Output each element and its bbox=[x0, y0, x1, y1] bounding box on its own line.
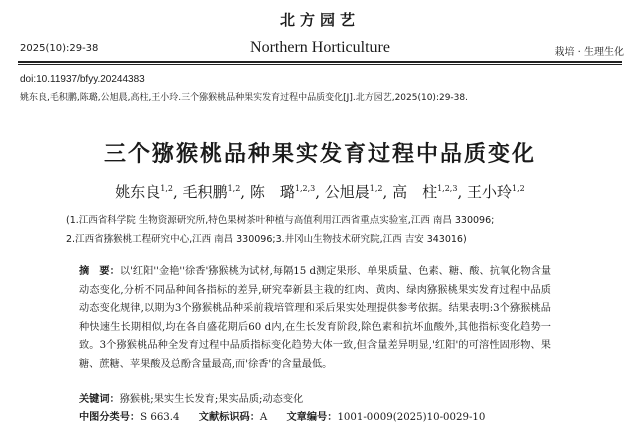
author-affiliation-mark: 1,2 bbox=[227, 184, 241, 193]
abstract-label: 摘 要： bbox=[79, 266, 120, 277]
author-name: 毛积鹏 bbox=[182, 183, 228, 201]
keywords-line bbox=[79, 390, 303, 405]
clc-value: S 663.4 bbox=[140, 412, 180, 423]
issue-info: 2025(10):29-38 bbox=[20, 43, 99, 54]
author-name: 王小玲 bbox=[466, 183, 512, 201]
author-name: 高 柱 bbox=[392, 183, 438, 201]
document-code-value: A bbox=[259, 412, 268, 423]
author-name: 姚东良 bbox=[115, 183, 161, 201]
author-affiliation-mark: 1,2,3 bbox=[294, 184, 316, 193]
author-affiliation-mark: 1,2 bbox=[512, 184, 525, 193]
header-rule-thin bbox=[18, 64, 622, 65]
journal-header bbox=[0, 0, 640, 64]
abstract bbox=[79, 263, 551, 375]
doi-line: doi:10.11937/bfyy.20244383 bbox=[20, 74, 145, 85]
author-affiliation-mark: 1,2,3 bbox=[437, 184, 458, 193]
article-number-label: 文章编号： bbox=[286, 412, 338, 423]
author-name: 陈 璐 bbox=[249, 183, 295, 201]
header-rule-thick bbox=[18, 61, 622, 63]
classification-line bbox=[79, 408, 624, 423]
author-name: 公旭晨 bbox=[324, 183, 370, 201]
journal-english-name: Northern Horticulture bbox=[250, 39, 390, 56]
author-affiliation-mark: 1,2 bbox=[369, 184, 383, 193]
author-list: 姚东良$^{1,2}$, 毛积鹏$^{1,2}$, 陈 璐$^{1,2,3}$, 公旭晨$^{1,2}$, 高 柱$^{1,2,3}$, 王小玲$^{1,2}$ bbox=[115, 183, 525, 201]
affiliation-line: (1.江西省科学院 生物资源研究所,特色果树茶叶种植与高值利用江西省重点实验室,江西 南昌 330096; bbox=[66, 215, 495, 226]
clc-label: 中图分类号： bbox=[79, 412, 141, 423]
article-number-value: 1001-0009(2025)10-0029-10 bbox=[337, 412, 486, 423]
author-affiliation-mark: 1,2 bbox=[160, 184, 173, 193]
citation-line: 姚东良,毛积鹏,陈璐,公旭晨,高柱,王小玲.三个猕猴桃品种果实发育过程中品质变化[J].北方园艺,2025(10):29-38. bbox=[20, 93, 468, 103]
journal-chinese-name: 北方园艺 bbox=[279, 11, 360, 29]
keywords-text: 猕猴桃;果实生长发育;果实品质;动态变化 bbox=[119, 394, 304, 405]
paper-title: 三个猕猴桃品种果实发育过程中品质变化 bbox=[103, 142, 536, 167]
affiliation-line: 2.江西省猕猴桃工程研究中心,江西 南昌 330096;3.井冈山生物技术研究院,江西 吉安 343016) bbox=[66, 234, 467, 245]
document-code-label: 文献标识码： bbox=[198, 412, 260, 423]
keywords-label: 关键词： bbox=[79, 394, 120, 405]
column-label: 栽培 · 生理生化 bbox=[554, 47, 624, 58]
abstract-text: 以'红阳''金艳''徐香'猕猴桃为试材,每隔15 d测定果形、单果质量、色素、糖、酸、抗氧化物含量动态变化,分析不同品种间各指标的差异,研究奉新县主栽的红肉、黄肉、绿肉猕猴桃果实发育过程中品质动态变化规律,以期为3个猕猴桃品种采前栽培管理和采后果实处理提供参考依据。结果表明:3个猕猴桃品种快速生长期相似,均在各自盛花期后60 d内,在生长发育阶段,除色素和抗坏血酸外,其他指标变化趋势一致。3个猕猴桃品种全发育过程中品质指标变化趋势大体一致,但含量差异明显,'红阳'的可溶性固形物、果糖、蔗糖、苹果酸及总酚含量最高,而'徐香'的含量最低。 bbox=[79, 266, 552, 370]
